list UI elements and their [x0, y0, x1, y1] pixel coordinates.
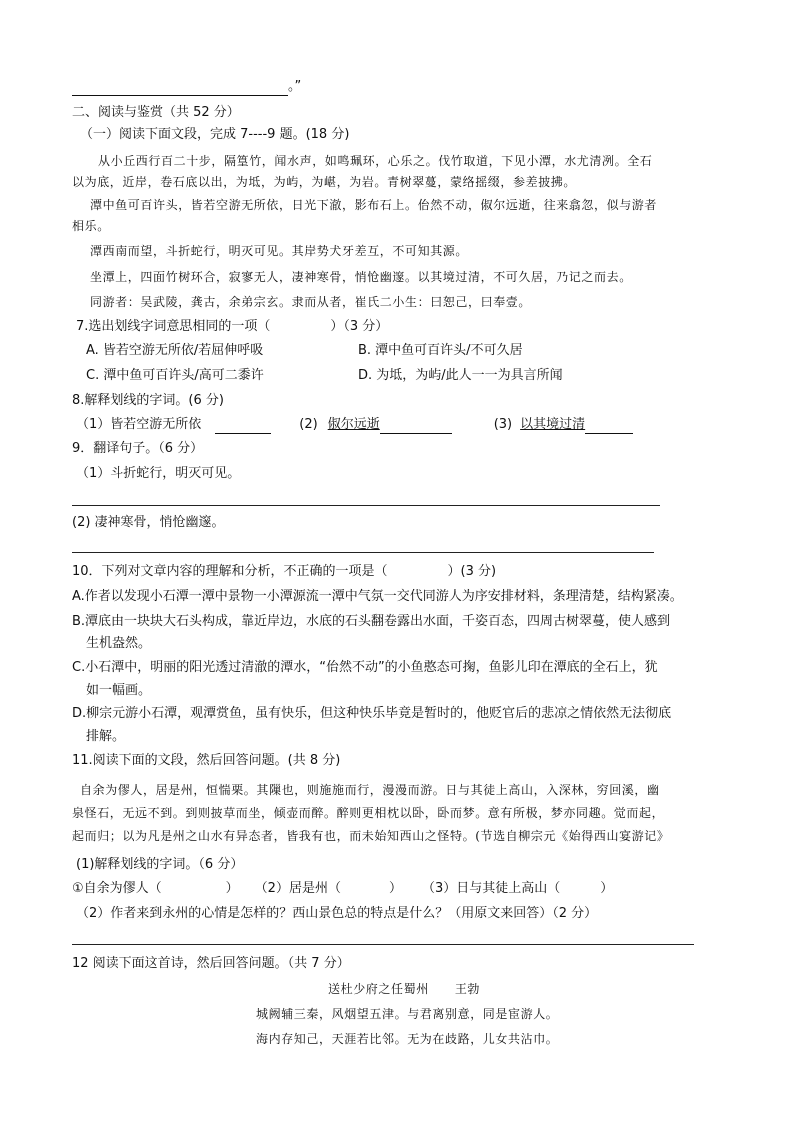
- answer-blank: [585, 419, 633, 434]
- q7-option-a: A. 皆若空游无所依/若屈伸呼吸: [86, 343, 264, 358]
- paren-close: ）: [600, 881, 614, 896]
- passage-p1a: 从小丘西行百二十步，隔篁竹，闻水声，如鸣珮环，心乐之。伐竹取道，下见小潭，水尤清冽。全石: [98, 154, 653, 168]
- answer-line: [72, 944, 694, 945]
- poem-line-1: 城阙辅三秦，风烟望五津。与君离别意，同是宦游人。: [256, 1007, 559, 1021]
- q8-item-2: 俶尔远逝: [327, 417, 380, 432]
- q7-option-c: C. 潭中鱼可百许头/高可二黍许: [86, 368, 264, 383]
- q10-option-b-2: 生机盎然。: [86, 636, 152, 651]
- q10-option-a: A.作者以发现小石潭一潭中景物一小潭源流一潭中气氛一交代同游人为序安排材料，条理清楚，结构紧凑。: [72, 589, 683, 604]
- q10-stem-text: 10．下列对文章内容的理解和分析，不正确的一项是（: [72, 564, 388, 579]
- passage-p2a: 潭中鱼可百许头，皆若空游无所依，日光下澈，影布石上。佁然不动，俶尔远逝，往来翕忽，似与游者: [90, 198, 658, 212]
- q9-sentence-1: （1）斗折蛇行，明灭可见。: [76, 466, 241, 481]
- q10-option-c-1: C.小石潭中，明丽的阳光透过清澈的潭水，“佁然不动”的小鱼憨态可掬，鱼影儿印在潭底的全石上，犹: [72, 660, 658, 675]
- q11-sub1-item-2: （2）居是州（: [254, 881, 341, 896]
- q10-option-d-2: 排解。: [86, 729, 126, 744]
- poem-heading: [328, 980, 480, 998]
- paren-close: ）: [225, 881, 239, 896]
- q8-items: [76, 416, 633, 434]
- q9-sentence-2: (2) 凄神寒骨，悄怆幽邃。: [72, 515, 225, 530]
- q10-option-c-2: 如一幅画。: [86, 683, 152, 698]
- q11-sub1-stem: (1)解释划线的字词。（6 分）: [76, 857, 244, 872]
- q11-sub1-item-1: ①自余为僇人（: [72, 881, 162, 896]
- poem-title: 送杜少府之任蜀州: [328, 982, 429, 996]
- poem-line-2: 海内存知己，天涯若比邻。无为在歧路，儿女共沾巾。: [256, 1032, 559, 1046]
- answer-line: [72, 552, 654, 553]
- q7-stem: [76, 318, 388, 336]
- q12-stem: 12 阅读下面这首诗，然后回答问题。（共 7 分）: [72, 956, 350, 971]
- part1-intro: （一）阅读下面文段，完成 7----9 题。(18 分): [80, 127, 350, 142]
- top-tail-line: [72, 78, 301, 96]
- q7-stem-text: 7.选出划线字词意思相同的一项（: [76, 319, 271, 334]
- q7-option-b: B. 潭中鱼可百许头/不可久居: [358, 343, 523, 358]
- q8-item-3: 以其境过清: [520, 417, 586, 432]
- passage-p3: 潭西南而望，斗折蛇行，明灭可见。其岸势犬牙差互，不可知其源。: [90, 244, 469, 258]
- q11-passage-2: 泉怪石，无远不到。到则披草而坐，倾壶而醉。醉则更相枕以卧，卧而梦。意有所极，梦亦同趣。觉而起，: [72, 806, 665, 820]
- q10-option-b-1: B.潭底由一块块大石头构成，靠近岸边，水底的石头翻卷露出水面，千姿百态，四周古树翠蔓，使人感到: [72, 614, 671, 629]
- q10-option-d-1: D.柳宗元游小石潭，观潭赏鱼，虽有快乐，但这种快乐毕竟是暂时的，他贬官后的悲凉之情依然无法彻底: [72, 706, 672, 721]
- answer-line: [72, 505, 660, 506]
- passage-p5: 同游者：吴武陵，龚古，余弟宗玄。隶而从者，崔氏二小生：曰恕己，曰奉壹。: [90, 295, 532, 309]
- q11-stem: 11.阅读下面的文段，然后回答问题。(共 8 分): [72, 753, 341, 768]
- q11-sub1-item-3: （3）日与其徒上高山（: [421, 881, 561, 896]
- q11-sub1-items: [72, 880, 613, 898]
- answer-blank: [72, 81, 288, 96]
- q11-passage-1: 自余为僇人，居是州，恒惴栗。其隟也，则施施而行，漫漫而游。日与其徒上高山，入深林，穷回溪，幽: [80, 783, 660, 797]
- q7-option-d: D. 为坻，为屿/此人一一为具言所闻: [358, 368, 563, 383]
- passage-p2b: 相乐。: [72, 219, 110, 233]
- q8-item-3-num: (3): [493, 417, 513, 432]
- paren-close: ）: [388, 881, 402, 896]
- top-tail-text: 。”: [288, 79, 302, 94]
- q8-item-2-num: (2): [299, 417, 318, 432]
- q10-stem: [72, 563, 496, 581]
- q9-stem: 9．翻译句子。（6 分）: [72, 441, 204, 456]
- q8-stem: 8.解释划线的字词。(6 分): [72, 393, 224, 408]
- q11-sub2: （2）作者来到永州的心情是怎样的？西山景色总的特点是什么？（用原文来回答）（2 分）: [76, 906, 598, 921]
- passage-p4: 坐潭上，四面竹树环合，寂寥无人，凄神寒骨，悄怆幽邃。以其境过清，不可久居，乃记之而去。: [90, 270, 632, 284]
- q7-stem-close: ）（3 分）: [330, 319, 389, 334]
- section-heading: 二、阅读与鉴赏（共 52 分）: [72, 105, 240, 120]
- passage-p1b: 以为底，近岸，卷石底以出，为坻，为屿，为嵁，为岩。青树翠蔓，蒙络摇缀，参差披拂。: [72, 175, 577, 189]
- q8-item-1: （1）皆若空游无所依: [76, 417, 202, 432]
- poem-author: 王勃: [454, 982, 481, 996]
- q10-stem-close: ）(3 分): [447, 564, 497, 579]
- answer-blank: [380, 419, 452, 434]
- q11-passage-3: 起而归；以为凡是州之山水有异态者，皆我有也，而未始知西山之怪特。(节选自柳宗元《始得西山宴游记》: [72, 829, 670, 843]
- answer-blank: [215, 419, 271, 434]
